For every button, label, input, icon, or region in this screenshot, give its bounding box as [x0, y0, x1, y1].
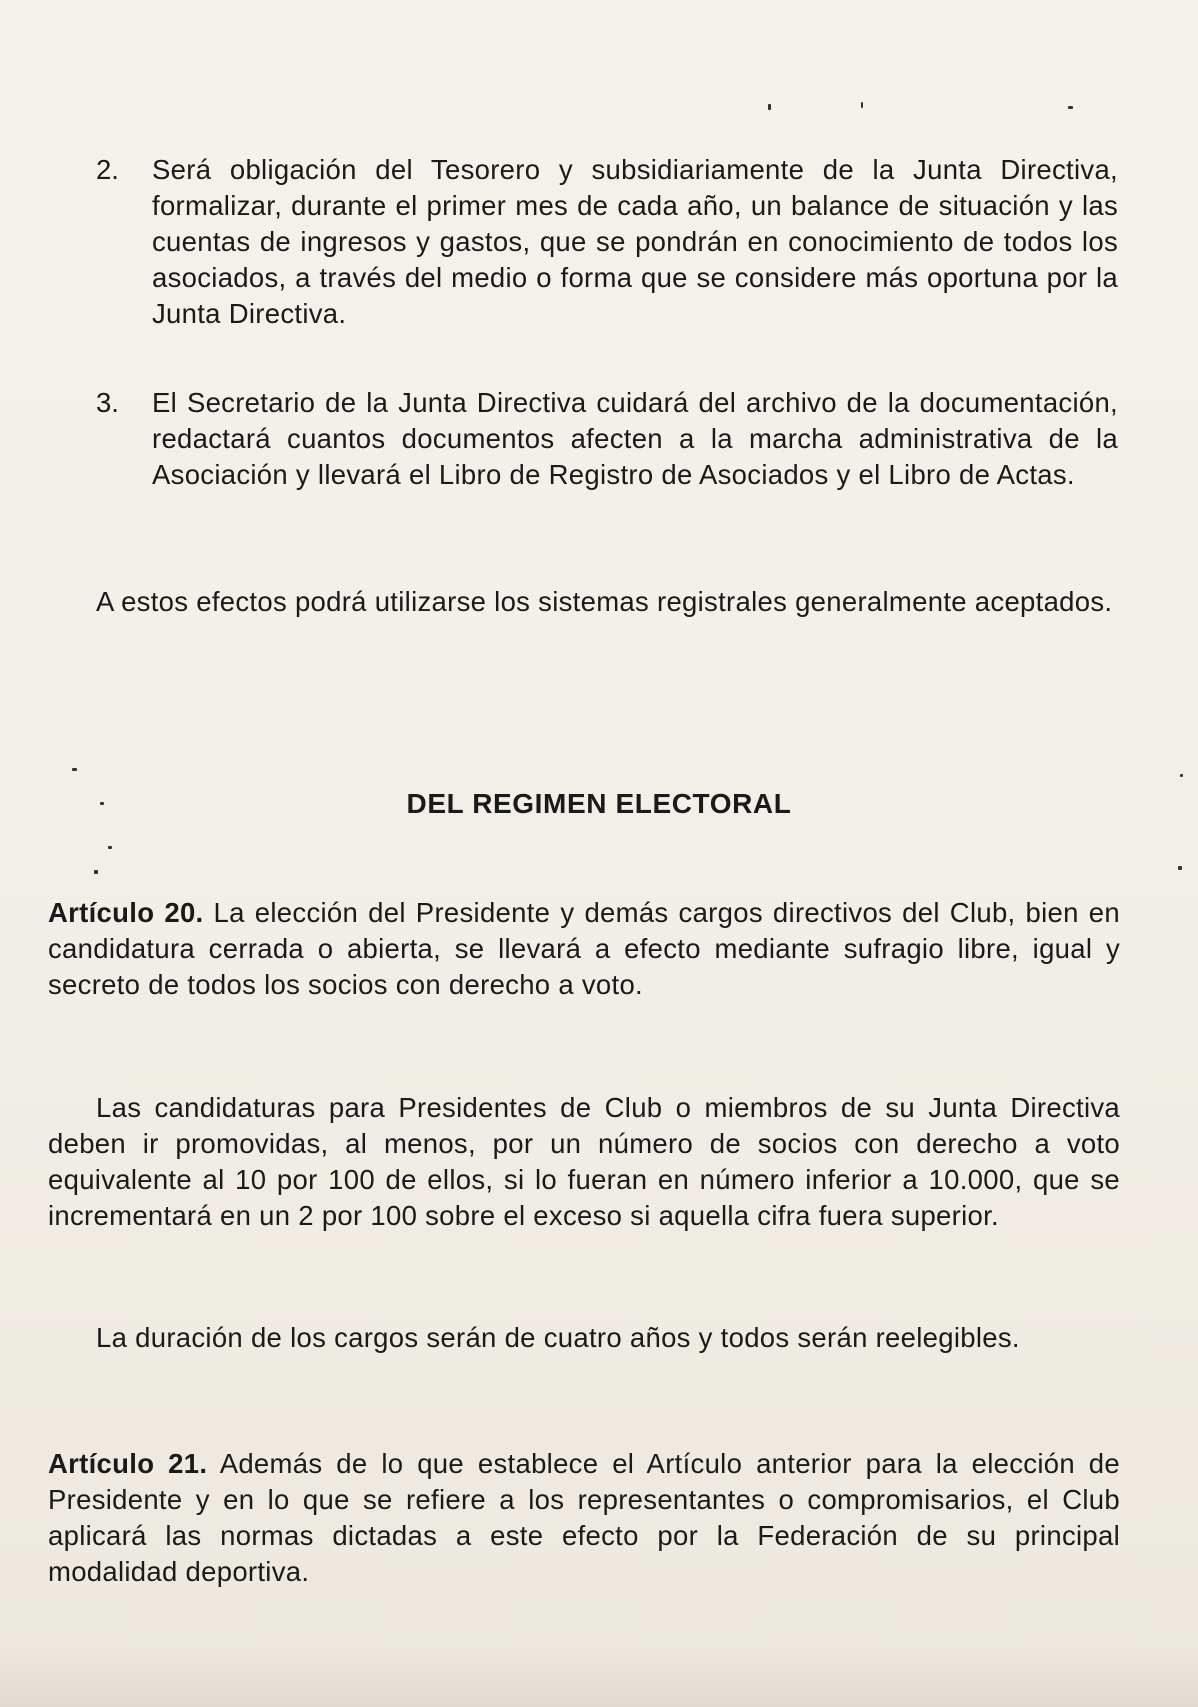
scan-speck — [768, 104, 771, 110]
scan-speck — [1178, 866, 1182, 870]
item-number: 2. — [96, 154, 119, 185]
paragraph-duracion: La duración de los cargos serán de cuatro años y todos serán reelegibles. — [96, 1322, 1020, 1353]
item-text: El Secretario de la Junta Directiva cuidará del archivo de la documentación, redactará cuantos documentos afecten a la marcha administrativa de la Asociación y llevará el Libro de Registro de Asociados y el Libro de Actas. — [152, 387, 1118, 490]
scan-speck — [94, 870, 98, 874]
scan-speck — [1180, 774, 1183, 777]
scan-speck — [861, 102, 863, 108]
scan-speck — [1068, 106, 1073, 109]
articulo-20-label: Artículo 20. — [48, 897, 204, 928]
item-text: Será obligación del Tesorero y subsidiariamente de la Junta Directiva, formalizar, durante el primer mes de cada año, un balance de situación y las cuentas de ingresos y gastos, que se pondrán en conocimiento de todos los asociados, a través del medio o forma que se considere más oportuna por la Junta Directiva. — [152, 154, 1118, 329]
scan-speck — [108, 846, 112, 849]
item-number: 3. — [96, 387, 119, 418]
numbered-item-3 — [96, 385, 1120, 535]
articulo-21-text: Además de lo que establece el Artículo anterior para la elección de Presidente y en lo que se refiere a los representantes o compromisarios, el Club aplicará las normas dictadas a este efecto por la Federación de su principal modalidad deportiva. — [48, 1448, 1120, 1587]
page-edge-shadow — [0, 1647, 1198, 1707]
numbered-item-2 — [96, 152, 1120, 332]
paragraph-candidaturas: Las candidaturas para Presidentes de Club o miembros de su Junta Directiva deben ir promovidas, al menos, por un número de socios con derecho a voto equivalente al 10 por 100 de ellos, si lo fueran en número inferior a 10.000, que se incrementará en un 2 por 100 sobre el exceso si aquella cifra fuera superior. — [48, 1092, 1120, 1231]
paragraph-efectos: A estos efectos podrá utilizarse los sistemas registrales generalmente aceptados. — [96, 586, 1113, 617]
section-heading: DEL REGIMEN ELECTORAL — [406, 788, 792, 819]
articulo-21 — [48, 1446, 1120, 1590]
articulo-21-label: Artículo 21. — [48, 1448, 208, 1479]
articulo-20-text: La elección del Presidente y demás cargos directivos del Club, bien en candidatura cerrada o abierta, se llevará a efecto mediante sufragio libre, igual y secreto de todos los socios con derecho a voto. — [48, 897, 1120, 1000]
articulo-20 — [48, 895, 1120, 1003]
scan-speck — [72, 768, 77, 771]
